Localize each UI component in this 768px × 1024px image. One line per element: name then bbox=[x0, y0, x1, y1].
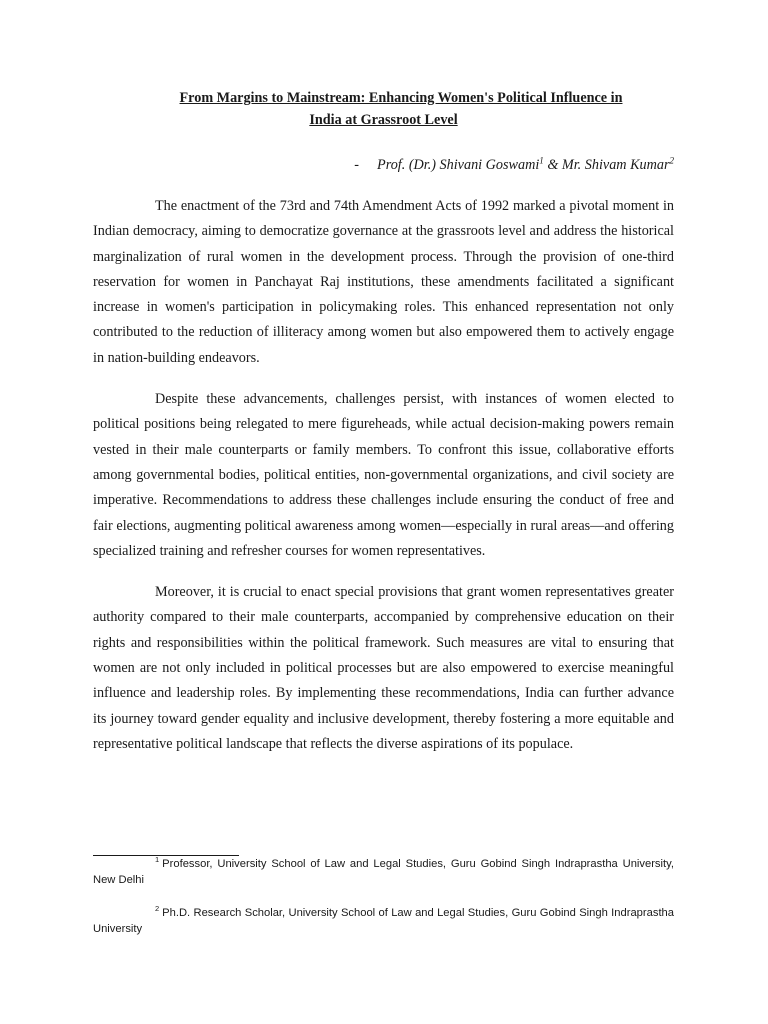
author-1-name: Prof. (Dr.) Shivani Goswami bbox=[377, 157, 540, 173]
paper-title bbox=[93, 87, 674, 131]
author-line bbox=[93, 155, 674, 175]
footnote-2-mark: 2 bbox=[155, 904, 160, 914]
author-2-name: Mr. Shivam Kumar bbox=[561, 157, 670, 173]
footnote-2 bbox=[93, 906, 674, 937]
title-line-2: India at Grassroot Level bbox=[309, 112, 458, 128]
author-1-footnote-mark: 1 bbox=[539, 155, 544, 166]
author-2-footnote-mark: 2 bbox=[669, 155, 674, 166]
body-text bbox=[93, 194, 674, 773]
footnote-2-text: Ph.D. Research Scholar, University School of Law and Legal Studies, Guru Gobind Singh Indraprastha University bbox=[93, 907, 674, 935]
author-separator: & bbox=[543, 157, 562, 173]
footnote-1-text: Professor, University School of Law and Legal Studies, Guru Gobind Singh Indraprastha University, New Delhi bbox=[93, 858, 674, 886]
body-paragraph-2: Despite these advancements, challenges persist, with instances of women elected to political positions being relegated to mere figureheads, while actual decision-making powers remain vested in their male counterparts or family members. To confront this issue, collaborative efforts among governmental bodies, political entities, non-governmental organizations, and civil society are imperative. Recommendations to address these challenges include ensuring the conduct of free and fair elections, augmenting political awareness among women—especially in rural areas—and offering specialized training and refresher courses for women representatives. bbox=[93, 391, 674, 559]
body-paragraph-3: Moreover, it is crucial to enact special provisions that grant women representatives greater authority compared to their male counterparts, accompanied by comprehensive education on their rights and responsibilities within the political framework. Such measures are vital to ensuring that women are not only included in political processes but are also empowered to exercise meaningful influence and leadership roles. By implementing these recommendations, India can further advance its journey toward gender equality and inclusive development, thereby fostering a more equitable and representative political landscape that reflects the diverse aspirations of its populace. bbox=[93, 584, 674, 752]
footnote-1-mark: 1 bbox=[155, 855, 160, 865]
footnote-1 bbox=[93, 857, 674, 888]
footnotes bbox=[93, 857, 674, 955]
author-dash: - bbox=[354, 157, 360, 173]
title-line-1: From Margins to Mainstream: Enhancing Women's Political Influence in bbox=[179, 90, 623, 106]
footnote-separator bbox=[93, 855, 239, 856]
body-paragraph-1: The enactment of the 73rd and 74th Amendment Acts of 1992 marked a pivotal moment in Indian democracy, aiming to democratize governance at the grassroots level and address the historical marginalization of rural women in the development process. Through the provision of one-third reservation for women in Panchayat Raj institutions, these amendments facilitated a significant increase in women's participation in policymaking roles. This enhanced representation not only contributed to the reduction of illiteracy among women but also empowered them to actively engage in nation-building endeavors. bbox=[93, 198, 674, 366]
